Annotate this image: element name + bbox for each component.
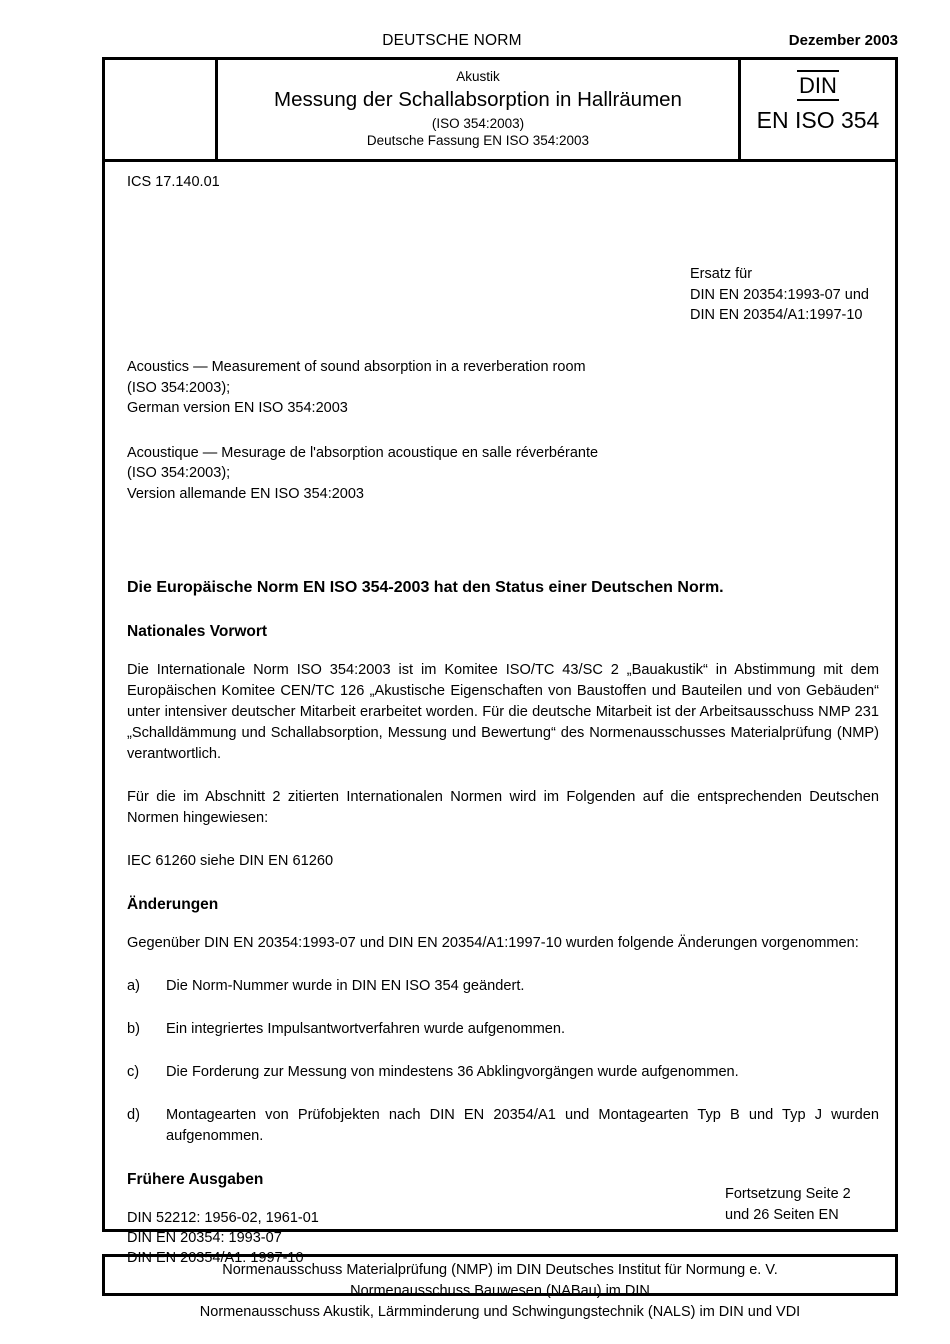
spacer xyxy=(127,997,879,1019)
spacer xyxy=(127,872,879,894)
title-box-logo-cell xyxy=(738,60,895,159)
list-item-marker: d) xyxy=(127,1107,140,1123)
english-title-line-1: Acoustics — Measurement of sound absorption in a reverberation room xyxy=(127,359,586,375)
french-title-line-2: (ISO 354:2003); xyxy=(127,465,231,481)
french-title-line-3: Version allemande EN ISO 354:2003 xyxy=(127,485,364,502)
replaces-label: Ersatz für xyxy=(690,266,753,282)
title-box xyxy=(105,57,895,162)
replaces-line-2: DIN EN 20354/A1:1997-10 xyxy=(690,307,863,323)
bottom-empty-box xyxy=(102,1254,898,1296)
normative-reference-line: IEC 61260 siehe DIN EN 61260 xyxy=(127,853,334,869)
standard-number: EN ISO 354 xyxy=(756,107,880,133)
continuation-note xyxy=(725,1184,851,1225)
spacer xyxy=(127,1147,879,1169)
list-item-marker: a) xyxy=(127,978,140,994)
committee-line-2: Normenausschuss Bauwesen (NABau) im DIN xyxy=(350,1283,650,1299)
section-heading-changes: Änderungen xyxy=(127,896,219,913)
spacer xyxy=(127,954,879,976)
list-item-text: Montagearten von Prüfobjekten nach DIN EN 20354/A1 und Montagearten Typ B und Typ J wurden aufgenommen. xyxy=(166,1107,879,1144)
status-statement: Die Europäische Norm EN ISO 354-2003 hat den Status einer Deutschen Norm. xyxy=(127,579,724,596)
spacer xyxy=(127,553,879,577)
list-item-marker: c) xyxy=(127,1064,140,1080)
spacer xyxy=(127,1083,879,1105)
ics-code: ICS 17.140.01 xyxy=(127,174,220,190)
title-iso-reference: (ISO 354:2003) xyxy=(431,116,525,131)
title-german-version: Deutsche Fassung EN ISO 354:2003 xyxy=(366,133,590,148)
list-item xyxy=(127,1019,879,1040)
spacer xyxy=(127,916,879,933)
english-title-line-3: German version EN ISO 354:2003 xyxy=(127,400,348,416)
list-item xyxy=(127,1105,879,1147)
english-title-line-2: (ISO 354:2003); xyxy=(127,379,231,396)
replaces-line-1: DIN EN 20354:1993-07 und xyxy=(690,286,869,303)
previous-edition-line-3: DIN EN 20354/A1: 1997-10 xyxy=(127,1250,304,1266)
list-item xyxy=(127,1062,879,1083)
list-item-text: Ein integriertes Impulsantwortverfahren wurde aufgenommen. xyxy=(166,1021,566,1037)
document-content xyxy=(127,357,879,1268)
spacer xyxy=(127,599,879,621)
document-frame xyxy=(102,57,898,1320)
continuation-line-1: Fortsetzung Seite 2 xyxy=(725,1186,851,1202)
section-heading-previous-editions: Frühere Ausgaben xyxy=(127,1171,264,1188)
standard-body-label: DEUTSCHE NORM xyxy=(382,32,522,49)
title-box-left-cell xyxy=(105,60,218,159)
previous-edition-line-1: DIN 52212: 1956-02, 1961-01 xyxy=(127,1210,319,1226)
french-title-block xyxy=(127,443,879,505)
french-title-line-1: Acoustique — Mesurage de l'absorption acoustique en salle réverbérante xyxy=(127,444,599,461)
committee-line-1: Normenausschuss Materialprüfung (NMP) im DIN Deutsches Institut für Normung e. V. xyxy=(222,1262,778,1278)
list-item-text: Die Forderung zur Messung von mindestens 36 Abklingvorgängen wurde aufgenommen. xyxy=(166,1064,739,1080)
replaces-block xyxy=(690,264,869,326)
english-title-block xyxy=(127,357,879,419)
changes-intro: Gegenüber DIN EN 20354:1993-07 und DIN EN 20354/A1:1997-10 wurden folgende Änderungen vorgenommen: xyxy=(127,935,859,951)
page-title: Messung der Schallabsorption in Hallräumen xyxy=(274,88,682,111)
publication-date: Dezember 2003 xyxy=(788,32,898,49)
spacer xyxy=(127,765,879,787)
committee-line-3: Normenausschuss Akustik, Lärmminderung und Schwingungstechnik (NALS) im DIN und VDI xyxy=(199,1304,801,1320)
spacer xyxy=(127,1040,879,1062)
din-logo: DIN xyxy=(797,70,839,101)
spacer xyxy=(127,643,879,660)
spacer xyxy=(127,829,879,851)
section-heading-foreword: Nationales Vorwort xyxy=(127,623,268,640)
spacer xyxy=(127,504,879,553)
foreword-paragraph-2: Für die im Abschnitt 2 zitierten Internationalen Normen wird im Folgenden auf die entsprechenden Deutschen Normen hingewiesen: xyxy=(127,789,879,826)
page-header xyxy=(102,32,898,52)
list-item-text: Die Norm-Nummer wurde in DIN EN ISO 354 geändert. xyxy=(166,978,525,994)
foreword-paragraph: Die Internationale Norm ISO 354:2003 ist im Komitee ISO/TC 43/SC 2 „Bauakustik“ in Abstimmung mit dem Europäischen Komitee CEN/TC 126 „Akustische Eigenschaften von Baustoffen und Bauteilen und von Gebäuden“ unter intensiver deutscher Mitarbeit erarbeitet worden. Für die deutsche Mitarbeit ist der Arbeitsausschuss NMP 231 „Schalldämmung und Schallabsorption, Messung und Bewertung“ des Normenausschusses Materialprüfung (NMP) verantwortlich. xyxy=(127,662,879,762)
list-item-marker: b) xyxy=(127,1021,140,1037)
spacer xyxy=(127,419,879,443)
list-item xyxy=(127,976,879,997)
title-box-center-cell xyxy=(218,60,738,159)
document-body xyxy=(105,162,895,1320)
previous-edition-line-2: DIN EN 20354: 1993-07 xyxy=(127,1230,282,1246)
title-subtitle-top: Akustik xyxy=(456,69,500,84)
continuation-line-2: und 26 Seiten EN xyxy=(725,1206,839,1223)
